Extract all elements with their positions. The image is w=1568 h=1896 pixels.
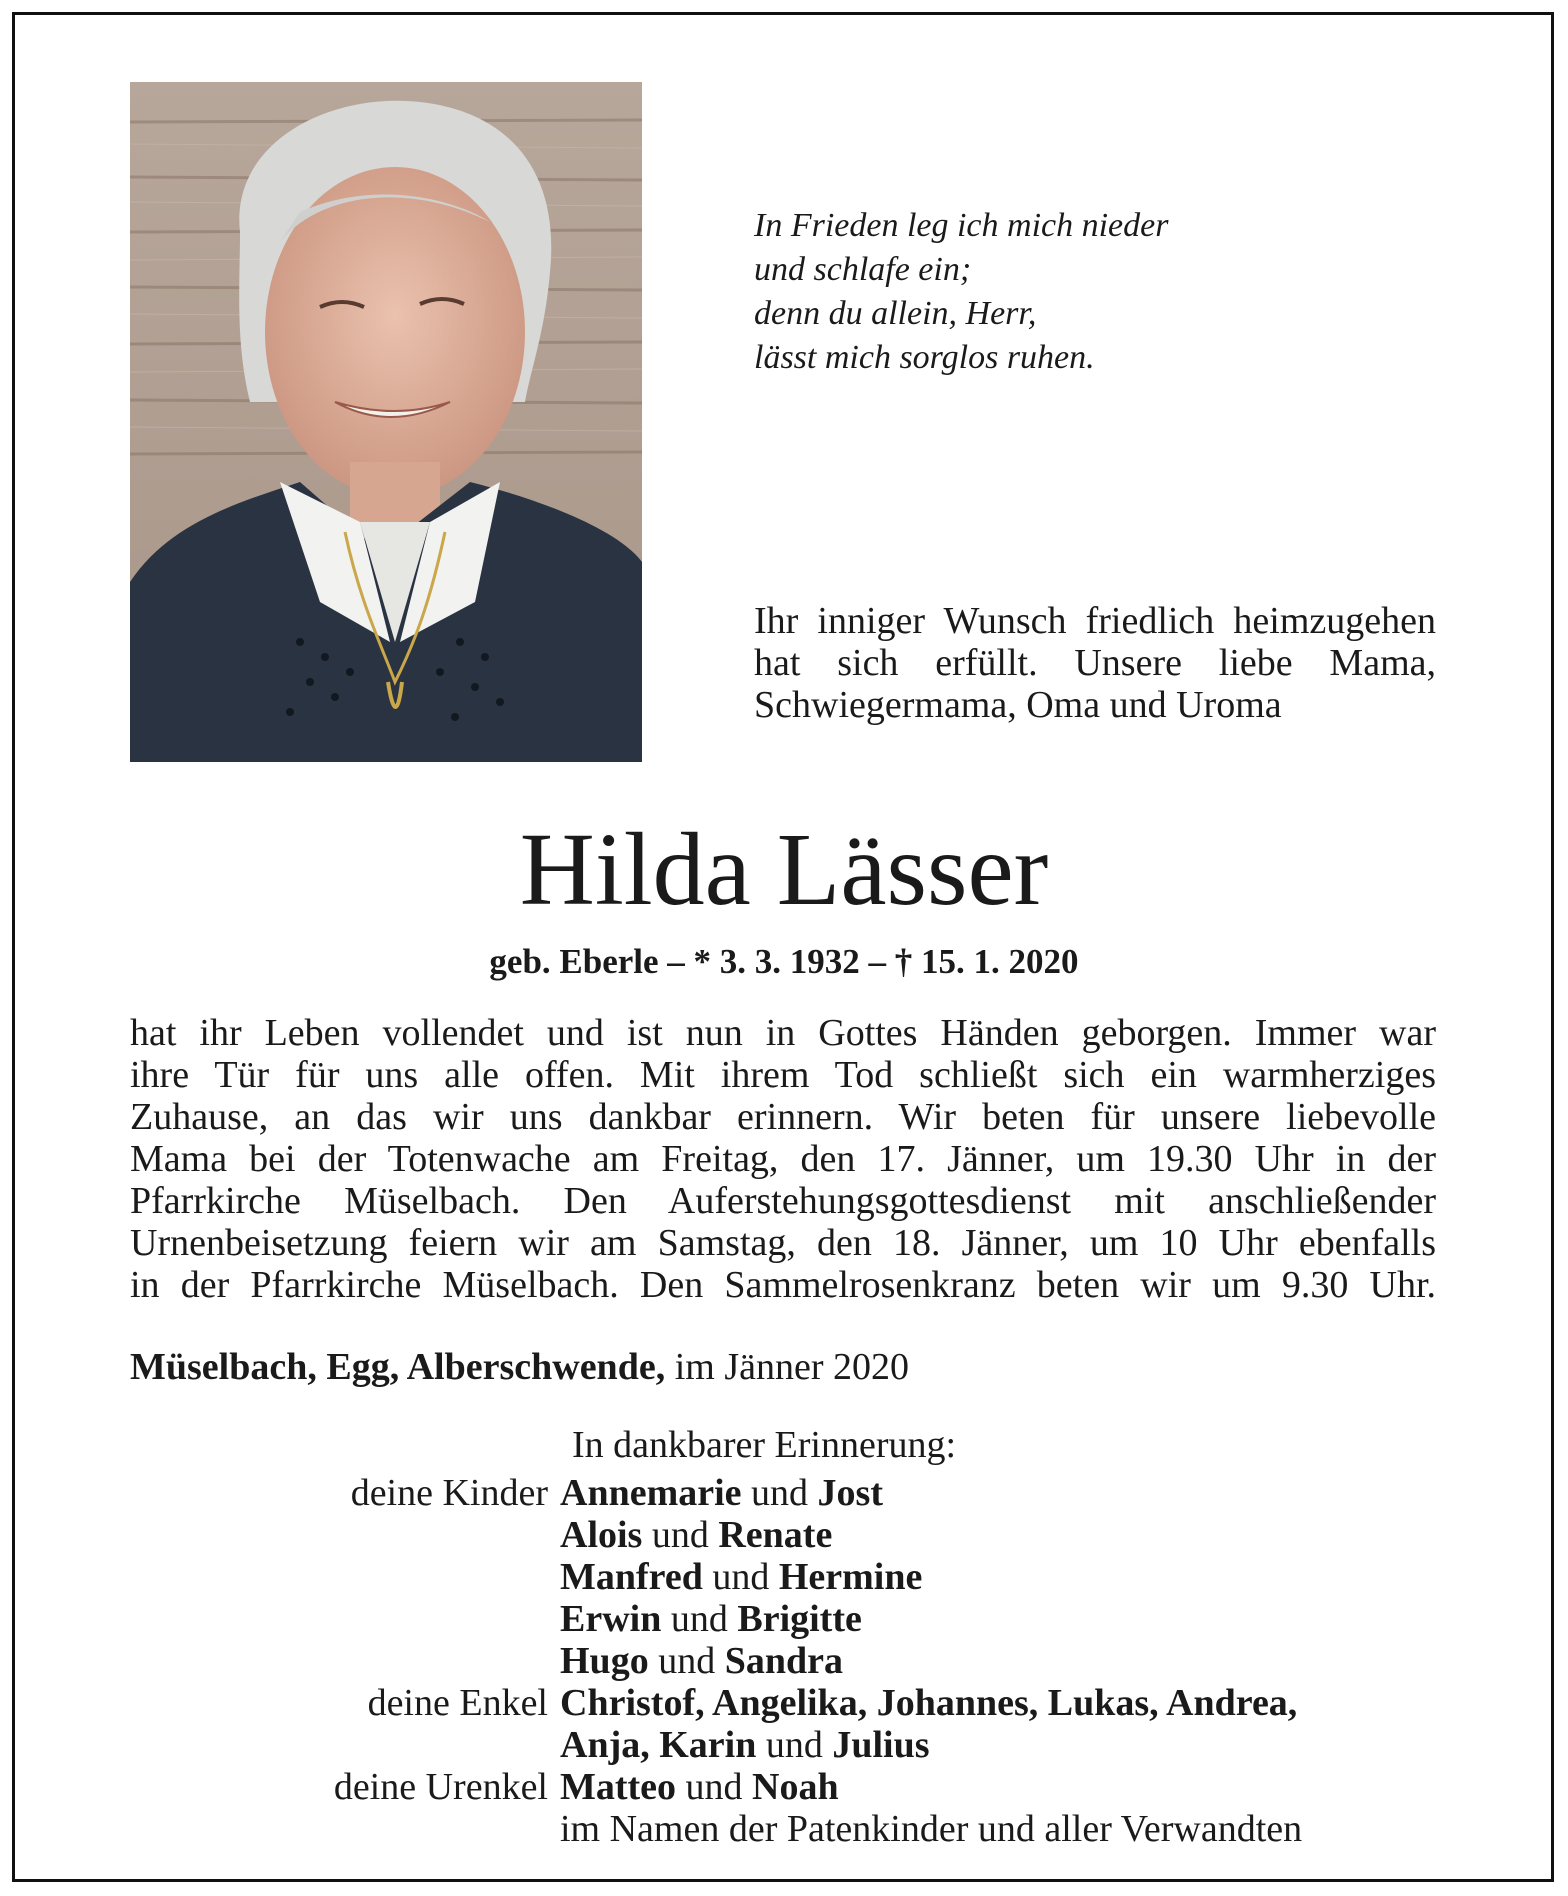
names [560,1598,862,1640]
family-row [130,1598,1460,1640]
obituary-line: Zuhause, an das wir uns dankbar erinnern. Wir beten für unsere liebevolle [130,1096,1436,1138]
portrait-illustration [130,82,642,762]
name: Sandra [724,1640,843,1682]
family-list [130,1472,1460,1850]
conjunction: und [685,1766,743,1808]
family-row [130,1682,1460,1724]
bible-verse [754,204,1314,380]
family-row [130,1556,1460,1598]
names [560,1724,930,1766]
names [560,1514,832,1556]
role-label: deine Enkel [367,1682,548,1724]
name: Annemarie [560,1472,742,1514]
conjunction: und [765,1724,823,1766]
month-year: im Jänner 2020 [665,1346,909,1388]
places: Müselbach, Egg, Alberschwende, [130,1346,666,1388]
name: Renate [718,1514,833,1556]
name: Julius [832,1724,930,1766]
name: Anja, Karin [560,1724,757,1766]
conjunction: und [751,1472,809,1514]
family-row [130,1766,1460,1808]
obituary-line: ihre Tür für uns alle offen. Mit ihrem Tod schließt sich ein warmherziges [130,1054,1436,1096]
obituary-line: hat ihr Leben vollendet und ist nun in Gottes Händen geborgen. Immer war [130,1012,1436,1054]
verse-line: denn du allein, Herr, [754,295,1037,332]
family-row [130,1514,1460,1556]
memory-label: In dankbarer Erinnerung: [572,1424,957,1466]
role-label: deine Urenkel [333,1766,548,1808]
deceased-name: Hilda Lässer [519,812,1049,927]
name: Hermine [778,1556,923,1598]
names [560,1766,839,1808]
name: Jost [817,1472,883,1514]
name: Noah [752,1766,839,1808]
birth-death-dates: geb. Eberle – * 3. 3. 1932 – † 15. 1. 2020 [489,942,1079,981]
conjunction: und [658,1640,716,1682]
obituary-line: Mama bei der Totenwache am Freitag, den 17. Jänner, um 19.30 Uhr in der [130,1138,1436,1180]
verse-line: In Frieden leg ich mich nieder [754,207,1169,244]
name: Hugo [560,1640,649,1682]
verse-line: und schlafe ein; [754,251,972,288]
name: Manfred [560,1556,703,1598]
conjunction: und [670,1598,728,1640]
intro-paragraph: Ihr inniger Wunsch friedlich heimzugehen hat sich erfüllt. Unsere liebe Mama, Schwiegermama, Oma und Uroma [754,600,1436,726]
obituary-line: Pfarrkirche Müselbach. Den Auferstehungsgottesdienst mit anschließender [130,1180,1436,1222]
family-row [130,1808,1460,1850]
family-row [130,1640,1460,1682]
portrait-photo [130,82,642,762]
names [560,1556,922,1598]
name: Erwin [560,1598,662,1640]
conjunction: und [651,1514,709,1556]
family-row [130,1472,1460,1514]
names [560,1640,843,1682]
verse-line: lässt mich sorglos ruhen. [754,339,1095,376]
obituary-line: in der Pfarrkirche Müselbach. Den Sammelrosenkranz beten wir um 9.30 Uhr. [130,1264,1436,1306]
name: Brigitte [737,1598,862,1640]
place-and-date [130,1346,1436,1388]
obituary-text [130,1012,1436,1306]
family-row [130,1724,1460,1766]
names [560,1472,883,1514]
role-label: deine Kinder [350,1472,548,1514]
name: Matteo [560,1766,677,1808]
obituary-line: Urnenbeisetzung feiern wir am Samstag, den 18. Jänner, um 10 Uhr ebenfalls [130,1222,1436,1264]
name: Christof, Angelika, Johannes, Lukas, Andrea, [560,1682,1298,1724]
conjunction: und [712,1556,770,1598]
closing-line: im Namen der Patenkinder und aller Verwandten [560,1808,1303,1850]
name: Alois [560,1514,643,1556]
names [560,1682,1297,1724]
